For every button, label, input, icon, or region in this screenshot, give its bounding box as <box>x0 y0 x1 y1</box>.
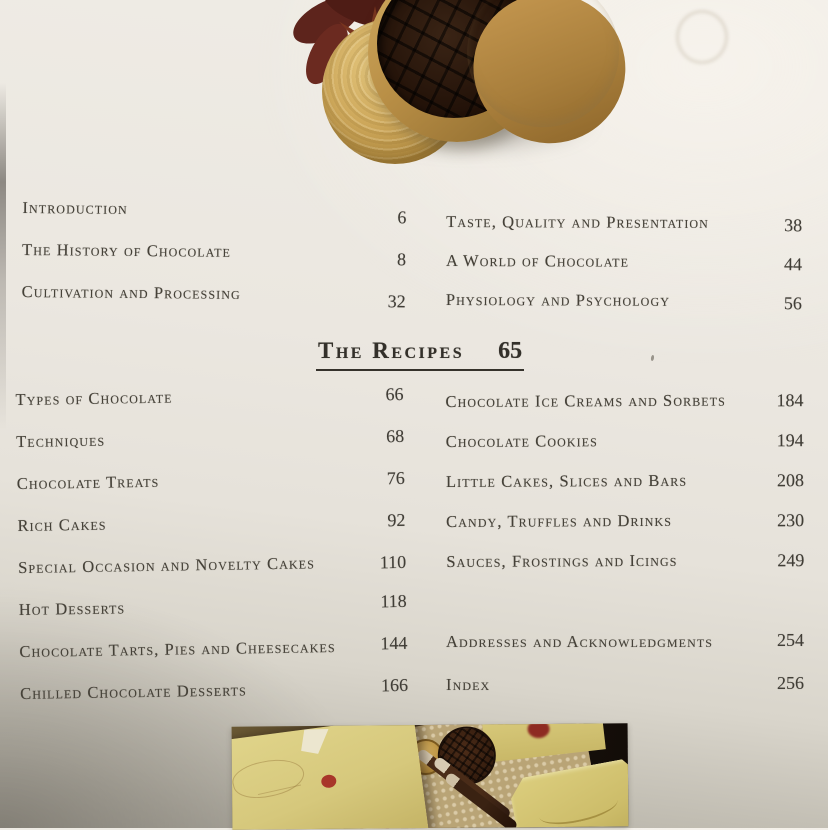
toc-page-number: 6 <box>397 207 407 228</box>
recipes-heading <box>316 338 524 371</box>
toc-entry-label: Special Occasion and Novelty Cakes <box>18 553 316 577</box>
toc-entry <box>17 468 406 516</box>
toc-entry-label: A World of Chocolate <box>446 251 630 271</box>
toc-page-number: 118 <box>380 590 407 612</box>
toc-entry-label: Cultivation and Processing <box>21 281 241 303</box>
top-photo-gold-chocolate-box <box>280 0 650 178</box>
toc-recipes-left <box>15 384 408 726</box>
toc-page-number: 32 <box>387 291 406 312</box>
toc-entry-label: Chocolate Treats <box>16 471 160 494</box>
toc-entry <box>446 550 804 592</box>
toc-entry-label: Little Cakes, Slices and Bars <box>445 470 688 491</box>
toc-entry <box>22 240 406 285</box>
recipes-heading-title: The Recipes <box>318 338 465 363</box>
red-seal <box>321 774 338 789</box>
toc-page-number: 256 <box>777 673 804 693</box>
toc-entry <box>446 212 802 252</box>
toc-page-number: 92 <box>387 509 406 531</box>
toc-entry-label: Chilled Chocolate Desserts <box>19 680 247 703</box>
toc-entry-label: Chocolate Ice Creams and Sorbets <box>445 390 726 412</box>
toc-entry <box>16 426 405 474</box>
toc-page-number: 66 <box>385 383 404 405</box>
toc-page-number: 68 <box>385 425 405 447</box>
toc-entry-label: Rich Cakes <box>17 514 107 536</box>
toc-page-number: 254 <box>777 630 804 650</box>
toc-page-number: 44 <box>783 254 803 275</box>
toc-page-number: 76 <box>386 467 405 489</box>
toc-page-number: 56 <box>783 293 802 314</box>
toc-entry <box>17 510 406 558</box>
toc-entry <box>446 632 804 675</box>
toc-page-number: 208 <box>776 470 804 491</box>
toc-entry <box>446 290 802 330</box>
toc-entry-label: Chocolate Cookies <box>445 431 598 452</box>
toc-entry-label: Addresses and Acknowledgments <box>446 632 714 651</box>
toc-entry <box>21 282 405 327</box>
toc-page-number: 8 <box>396 249 407 270</box>
toc-page-number: 230 <box>777 510 805 531</box>
toc-page-number: 194 <box>776 430 804 451</box>
toc-entry-label: Index <box>446 675 491 694</box>
bottom-photo-chocolate-boxes <box>232 723 629 829</box>
white-wedge-decoration <box>298 726 331 756</box>
toc-entry-label: Candy, Truffles and Drinks <box>446 510 673 531</box>
toc-entry <box>19 632 408 684</box>
toc-page-number: 38 <box>784 215 803 236</box>
toc-entry <box>446 470 804 512</box>
toc-entry <box>446 251 802 291</box>
toc-entry <box>19 674 409 726</box>
toc-page-number: 249 <box>777 550 805 571</box>
toc-entry-label: Chocolate Tarts, Pies and Cheesecakes <box>19 637 336 661</box>
lid-cream-top <box>451 0 635 143</box>
toc-entry-label: Sauces, Frostings and Icings <box>446 550 678 571</box>
toc-general-right <box>446 212 802 330</box>
toc-entry <box>18 590 408 642</box>
toc-back-matter <box>446 632 804 718</box>
dust-speck <box>651 355 655 361</box>
toc-page-number: 110 <box>379 551 407 573</box>
yellow-box-lid <box>232 723 429 829</box>
toc-entry <box>18 552 407 600</box>
toc-entry <box>15 384 404 432</box>
toc-page-number: 184 <box>776 390 804 411</box>
page-edge-shadow <box>0 0 6 828</box>
toc-entry-label: Physiology and Psychology <box>445 289 671 310</box>
toc-entry <box>446 675 804 718</box>
toc-entry-label: Techniques <box>16 430 106 452</box>
toc-entry-label: Taste, Quality and Presentation <box>446 212 709 232</box>
toc-entry-label: Introduction <box>22 198 128 218</box>
toc-page-number: 166 <box>380 674 409 696</box>
toc-recipes-right <box>445 390 804 592</box>
toc-page-number: 144 <box>380 632 408 654</box>
show-through-ring <box>676 10 728 64</box>
toc-entry-label: Types of Chocolate <box>15 387 173 410</box>
recipes-heading-page: 65 <box>498 338 523 364</box>
toc-entry-label: Hot Desserts <box>18 598 126 619</box>
toc-general-left <box>21 198 406 327</box>
toc-entry-label: The History of Chocolate <box>22 240 232 261</box>
toc-entry <box>445 390 803 432</box>
toc-entry <box>446 430 804 472</box>
toc-entry <box>446 510 804 552</box>
toc-entry <box>22 198 406 243</box>
